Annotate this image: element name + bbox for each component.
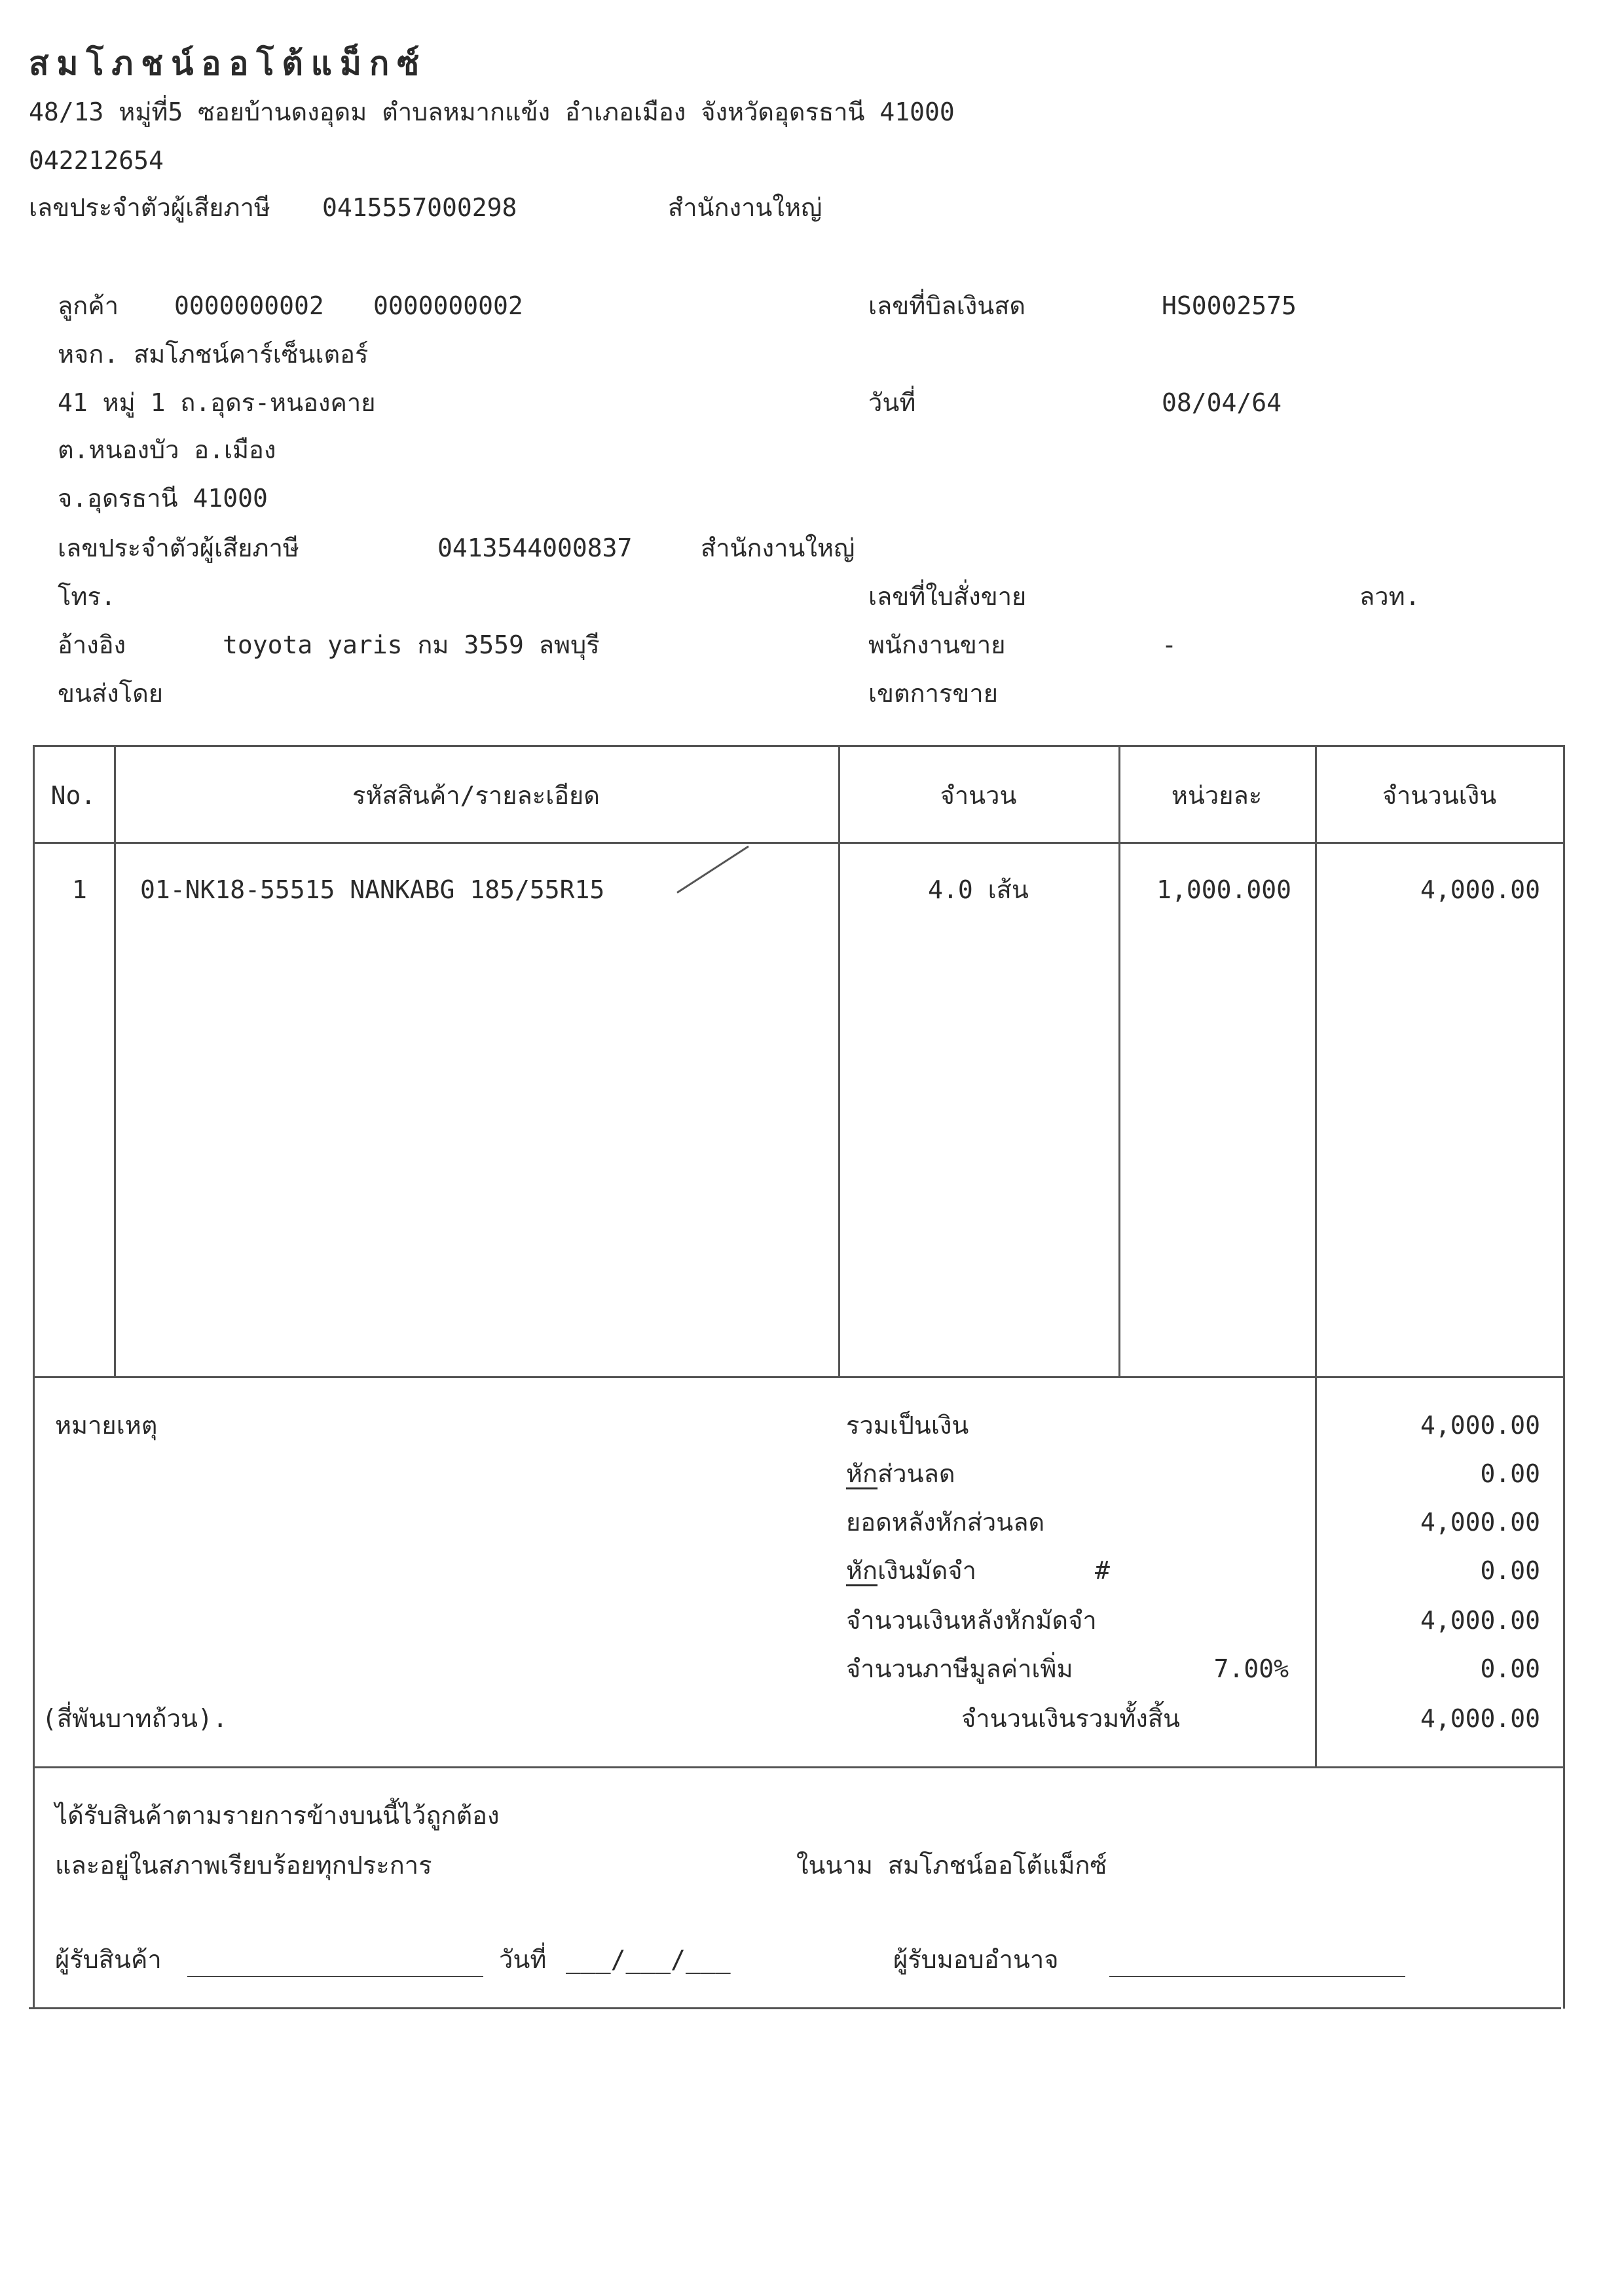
grand-total-value: 4,000.00 [1420,1704,1540,1733]
customer-tax-label: เลขประจำตัวผู้เสียภาษี [58,534,299,562]
amount-in-words: (สี่พันบาทถ้วน). [42,1704,228,1733]
sales-order-value: ลวท. [1359,582,1420,611]
header-amount: จำนวนเงิน [1382,781,1497,810]
deposit-label: หักเงินมัดจำ [846,1556,976,1585]
customer-name: หจก. สมโภชน์คาร์เซ็นเตอร์ [58,340,369,369]
shipping-label: ขนส่งโดย [58,679,164,708]
authorized-label: ผู้รับมอบอำนาจ [893,1945,1059,1974]
customer-branch: สำนักงานใหญ่ [701,534,855,562]
company-phone: 042212654 [29,146,164,175]
deposit-mark: # [1095,1556,1110,1585]
company-name: สมโภชน์ออโต้แม็กซ์ [29,45,428,82]
customer-tax-id: 0413544000837 [437,534,633,562]
grand-total-label: จำนวนเงินรวมทั้งสิ้น [961,1704,1180,1733]
receiver-signature-line [187,1976,483,1977]
authorized-signature-line [1109,1976,1405,1977]
row-no: 1 [72,875,87,904]
customer-label: ลูกค้า [58,291,119,320]
customer-code-2: 0000000002 [373,291,523,320]
header-no: No. [50,781,96,810]
row-amount: 4,000.00 [1420,875,1540,904]
subtotal-label: รวมเป็นเงิน [846,1411,969,1440]
bill-date: 08/04/64 [1162,388,1282,417]
header-quantity: จำนวน [940,781,1017,810]
company-address: 48/13 หมู่ที่5 ซอยบ้านดงอุดม ตำบลหมากแข้ง อำเภอเมือง จังหวัดอุดรธานี 41000 [29,98,955,126]
company-branch: สำนักงานใหญ่ [668,193,822,222]
company-tax-label: เลขประจำตัวผู้เสียภาษี [29,193,270,222]
company-tax-id: 0415557000298 [322,193,517,222]
remark-label: หมายเหตุ [55,1411,158,1440]
subtotal-value: 4,000.00 [1420,1411,1540,1440]
customer-code-1: 0000000002 [174,291,324,320]
bill-number-label: เลขที่บิลเงินสด [868,291,1026,320]
sales-area-label: เขตการขาย [868,679,998,708]
customer-phone-label: โทร. [58,582,116,611]
after-discount-value: 4,000.00 [1420,1508,1540,1537]
bill-date-label: วันที่ [868,388,916,417]
row-quantity: 4.0 เส้น [928,875,1029,904]
discount-value: 0.00 [1480,1459,1540,1488]
bill-number: HS0002575 [1162,291,1297,320]
customer-address-2: ต.หนองบัว อ.เมือง [58,435,276,464]
receipt-note-2: และอยู่ในสภาพเรียบร้อยทุกประการ [55,1851,432,1880]
customer-address-3: จ.อุดรธานี 41000 [58,484,268,513]
vat-rate: 7.00% [1213,1654,1289,1683]
reference-value: toyota yaris กม 3559 ลพบุรี [223,630,600,659]
vat-label: จำนวนภาษีมูลค่าเพิ่ม [846,1654,1073,1683]
receive-date-blank: ___/___/___ [566,1945,731,1974]
header-unit-price: หน่วยละ [1171,781,1263,810]
receipt-note-1: ได้รับสินค้าตามรายการข้างบนนี้ไว้ถูกต้อง [55,1801,500,1830]
after-deposit-value: 4,000.00 [1420,1606,1540,1635]
sales-order-label: เลขที่ใบสั่งขาย [868,582,1027,611]
row-description: 01-NK18-55515 NANKABG 185/55R15 [140,875,605,904]
after-discount-label: ยอดหลังหักส่วนลด [846,1508,1045,1537]
vat-value: 0.00 [1480,1654,1540,1683]
pen-mark [676,845,749,893]
discount-label: หักส่วนลด [846,1459,955,1488]
customer-address-1: 41 หมู่ 1 ถ.อุดร-หนองคาย [58,388,376,417]
on-behalf-of: ในนาม สมโภชน์ออโต้แม็กซ์ [796,1851,1107,1880]
deposit-value: 0.00 [1480,1556,1540,1585]
salesperson-label: พนักงานขาย [868,630,1006,659]
reference-label: อ้างอิง [58,630,126,659]
receiver-label: ผู้รับสินค้า [55,1945,162,1974]
header-description: รหัสสินค้า/รายละเอียด [352,781,600,810]
receive-date-label: วันที่ [499,1945,547,1974]
row-unit-price: 1,000.000 [1156,875,1291,904]
after-deposit-label: จำนวนเงินหลังหักมัดจำ [846,1606,1097,1635]
salesperson-value: - [1162,630,1177,659]
